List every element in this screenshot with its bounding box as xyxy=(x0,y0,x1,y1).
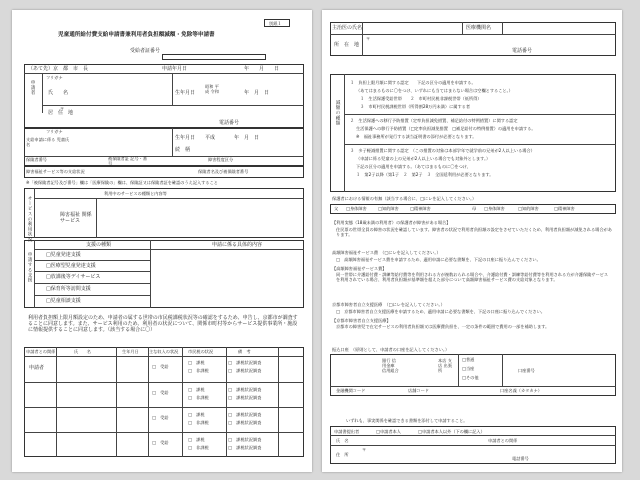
submitter-address-label: 住 所 xyxy=(336,452,349,457)
col-name: 氏 名 xyxy=(74,349,91,354)
col-birth: 生年月日 xyxy=(122,349,139,354)
attachment-tag xyxy=(264,19,290,27)
income-status-4[interactable]: □ 受給 xyxy=(152,440,169,445)
hospital-zip-mark: 〒 xyxy=(366,36,371,41)
support-kind-4[interactable]: □保育所等訪問支援 xyxy=(46,286,91,292)
mother-mental[interactable]: □精神障害 xyxy=(554,206,575,211)
name-label: 氏 名 xyxy=(48,90,69,96)
kyoto-support-option[interactable]: □ 京都市障害者自立支援医療を申請するため、適用申請に必要な書類を、下記の口座に振り込んでください。 xyxy=(336,309,545,314)
father-label: 父 xyxy=(334,206,339,211)
income-status-2[interactable]: □ 受給 xyxy=(152,390,169,395)
child-block xyxy=(24,128,304,166)
submitter-self[interactable]: □申請者本人 xyxy=(376,429,401,434)
bank-code-label: 金融機関コード xyxy=(336,388,366,393)
col-notes: 備 考 xyxy=(238,349,251,354)
submitter-phone-label: 電話番号 xyxy=(512,456,529,461)
applicant-label: 申請者 xyxy=(30,80,35,96)
tax-nontaxable-2[interactable]: □ 非課税 xyxy=(188,395,209,400)
account-number-label: 口座番号 xyxy=(518,368,535,373)
tax-survey-2b[interactable]: □ 課税状況調査 xyxy=(228,395,262,400)
support-kind-5[interactable]: □児童相談支援 xyxy=(46,298,81,304)
submitter-label: 申請書提出者 xyxy=(334,429,360,434)
high-cost-option[interactable]: □ 高額障害福祉サービス費を申請するため、適用申請に必要な書類を、下記の口座に振り込んでください。 xyxy=(336,257,541,262)
child-furigana-label: フリガナ xyxy=(46,129,63,134)
father-mental[interactable]: □精神障害 xyxy=(410,206,431,211)
high-cost-body: 同一世帯に介護給付費・訓練等給付費等を利用される方が複数おられる場合や、介護給付費・訓練等給付費等を利用される方が介護保険サービスを利用されている場合、利用者負担額が基準額を超えた部分について高額障害福祉サービス費の支給対象となります。 xyxy=(336,272,609,282)
birth-era-options: 昭和 平成 令和 xyxy=(205,84,219,94)
account-type-current[interactable]: □当座 xyxy=(462,366,475,371)
reduction-item-3-opts[interactable]: １ 第2子以降（第1子 ２ 第2子 ３ 全国延利用が必要となります。 xyxy=(356,172,494,177)
income-status-1[interactable]: □ 受給 xyxy=(152,364,169,369)
submitter-other[interactable]: □申請者本人以外（下の欄に記入） xyxy=(418,429,485,434)
high-cost-title: 高額障害福祉サービス費 （□にレを記入してください。） xyxy=(332,250,441,255)
tax-survey-1a[interactable]: □ 課税状況調査 xyxy=(228,360,262,365)
tax-nontaxable-3[interactable]: □ 非課税 xyxy=(188,420,209,425)
mother-label: 母 xyxy=(472,206,477,211)
bank-account-heading: 振込口座 （原則として、申請者の口座を記入してください。） xyxy=(332,347,450,352)
relation-label: 続 柄 xyxy=(175,147,191,153)
birth-label: 生年月日 xyxy=(175,90,196,96)
tax-taxable-1[interactable]: □ 課税 xyxy=(188,360,205,365)
child-name-label: 支給申請に係る 児童氏名 xyxy=(26,137,70,147)
bank-type-label: 銀行 信用金庫 信用組合 xyxy=(382,358,399,373)
zip-mark: 〒 xyxy=(60,106,65,111)
account-type-other[interactable]: □その他 xyxy=(462,375,479,380)
welfare-service-label: 障害福祉 関係サービス xyxy=(60,212,92,224)
form-page-right xyxy=(322,10,622,472)
branch-type-label: 本店 支店 出張所 xyxy=(438,358,452,373)
reduction-item-1-note: （あてはまるものに〇をつけ、いずれにも当てはまらない場合は空欄とすること。） xyxy=(356,88,513,93)
attachment-tag-text: 別紙１ xyxy=(269,21,282,26)
hospital-name-label: 医療機関名 xyxy=(466,25,492,31)
phone-label: 電話番号 xyxy=(219,120,240,126)
doctor-name-label: 主治医の氏名 xyxy=(332,25,363,31)
submitter-zip-mark: 〒 xyxy=(362,447,367,452)
tax-survey-4a[interactable]: □ 課税状況調査 xyxy=(228,437,262,442)
account-holder-label: 口座名義（カタカナ） xyxy=(500,388,542,393)
support-kind-header: 支援の種類 xyxy=(86,242,112,248)
tax-taxable-4[interactable]: □ 課税 xyxy=(188,437,205,442)
tax-nontaxable-4[interactable]: □ 非課税 xyxy=(188,445,209,450)
submitter-relation-label: 申請者との関係 xyxy=(488,438,518,443)
tax-survey-1b[interactable]: □ 課税状況調査 xyxy=(228,368,262,373)
reduction-item-3[interactable]: ３ 多子軽減措置に関する認定 （この措置の対象は本部学年で就学前の兄弟が2人以上いる場合） xyxy=(350,148,535,153)
reduction-item-1-opt1[interactable]: １ 生活保護受給世帯 ２ 市町村民税非課税世帯（低所得） xyxy=(360,96,482,101)
kyoto-support-title: 京都市障害者自立支援医療 （□にレを記入してください。） xyxy=(332,302,445,307)
prefecture-addressee: （あて先）京 都 市 長 xyxy=(28,66,89,72)
mother-physical[interactable]: □身体障害 xyxy=(484,206,505,211)
reduction-item-3-note: （申請に係る児童の上の兄弟が2人以上いる場合でも対象外とします。） xyxy=(356,156,491,161)
kyoto-support-heading: 【京都市障害者自立支援医療】 xyxy=(332,318,391,323)
application-date-value: 年 月 日 xyxy=(244,66,280,72)
usage-section-title: 【利用実態（18歳未満の利用者）の保護者が障害がある場合】 xyxy=(332,220,451,225)
service-status-label: 障害福祉サービス等の支給状況 xyxy=(26,169,85,174)
disability-level-label: 障害程度区分 xyxy=(208,157,234,162)
reduction-item-3-apply: 下記の区分の適用を申請する。（あてはまるものに〇をつけ、 xyxy=(356,164,471,169)
consent-paragraph: 利用者負担額上限月額設定のため、申請者の属する世帯の市民税課税状況等の確認をするため、申告し、京都市が調査することに同意します。また、サービス利用のため、利用者の状況について、関係市町村等からサービス提供事業所・施設に情報提供することに同意します。（該当する場合に〇） xyxy=(28,315,298,333)
tax-nontaxable-1[interactable]: □ 非課税 xyxy=(188,368,209,373)
insurer-name-label: 保険者名及び被保険者番号 xyxy=(198,169,249,174)
application-date-label: 申請年月日 xyxy=(162,66,188,72)
support-kind-1[interactable]: □児童発達支援 xyxy=(46,252,81,258)
father-physical[interactable]: □身体障害 xyxy=(346,206,367,211)
service-usage-side-label: サービスの利用状況 xyxy=(27,196,32,242)
attach-documents-note: いずれも、事実関係を確認できる書類を添付して申請すること。 xyxy=(346,418,468,423)
form-title: 児童通所給付費支給申請書兼利用者負担額減額・免除等申請書 xyxy=(58,32,215,38)
guardian-disability-note: 保護者における情報の有無（該当する場合に、□にレを記入してください。） xyxy=(332,196,477,201)
tax-survey-3b[interactable]: □ 課税状況調査 xyxy=(228,420,262,425)
father-intellectual[interactable]: □知的障害 xyxy=(378,206,399,211)
address-label: 居 住 地 xyxy=(48,110,74,116)
submitter-name-label: 氏 名 xyxy=(336,438,349,443)
reduction-item-2[interactable]: ２ 生活保護への移行予防措置（定率負担減免措置、補足給付の特例措置）に関する認定 xyxy=(350,118,518,123)
col-tax: 市民税の状況 xyxy=(188,349,214,354)
insurance-note: ※「被保険者記号及び番号」欄は「医療保険の」欄は、保険証又は保険者証を確認のうえ記入すること xyxy=(26,180,218,185)
insurer-number-label: 保険者番号 xyxy=(26,157,47,162)
apply-support-side-label: 申請する支援 xyxy=(27,252,32,283)
row-applicant: 申請者 xyxy=(29,365,45,371)
tax-survey-2a[interactable]: □ 課税状況調査 xyxy=(228,387,262,392)
child-birth-label: 生年月日 xyxy=(175,135,196,141)
income-status-3[interactable]: □ 受給 xyxy=(152,415,169,420)
birth-date-value: 年 月 日 xyxy=(244,90,270,96)
high-cost-heading: 【高額障害福祉サービス費】 xyxy=(332,266,387,271)
insurance-card-label: 被保険者証 記号・番号 xyxy=(108,156,148,166)
tax-taxable-2[interactable]: □ 課税 xyxy=(188,387,205,392)
reduction-side-label: 減額の種類 xyxy=(335,100,340,126)
reduction-item-1[interactable]: １ 負担上限月額に関する認定 下記の区分の適用を申請する。 xyxy=(350,80,476,85)
recipient-number-label: 受給者証番号 xyxy=(130,48,161,54)
support-kind-3[interactable]: □放課後等デイサービス xyxy=(46,274,101,280)
hospital-address-label: 所 在 地 xyxy=(334,42,360,48)
tax-survey-4b[interactable]: □ 課税状況調査 xyxy=(228,445,262,450)
usage-section-body: 住民票の世帯全員の障害の状況を確認しています。障害者の状況で利用者負担額の設定をさせていただくため、利用者負担額が減免される場合があります。 xyxy=(336,227,612,237)
child-birth-date: 年 月 日 xyxy=(234,135,260,141)
tax-survey-3a[interactable]: □ 課税状況調査 xyxy=(228,412,262,417)
tax-taxable-3[interactable]: □ 課税 xyxy=(188,412,205,417)
reduction-item-2-note: ※ 福祉事務所が発行する該当証明書の添付が必要となります。 xyxy=(356,134,477,139)
support-kind-2[interactable]: □医療型児童発達支援 xyxy=(46,263,96,269)
kyoto-support-body: 京都市の障害児で在宅サービスの利用者負担額又は医療費負担を、一定の条件の範囲で費用の一部を補助します。 xyxy=(336,324,550,329)
service-usage-header: 利用中のサービスの種類と内容等 xyxy=(104,191,167,196)
furigana-label: フリガナ xyxy=(46,75,63,80)
mother-intellectual[interactable]: □知的障害 xyxy=(518,206,539,211)
reduction-item-1-opt2[interactable]: ３ 市町村民税課税世帯（所得割28万円未満）に属する者 xyxy=(360,104,471,109)
child-birth-era: 平成 xyxy=(205,135,216,141)
form-page-left xyxy=(12,10,312,472)
col-relation: 申請者との関係 xyxy=(26,349,56,354)
support-content-header: 申請に係る具体的内容 xyxy=(212,242,263,248)
recipient-number-boxes xyxy=(162,54,266,60)
col-income: 主な収入の状況 xyxy=(149,349,179,354)
hospital-phone-label: 電話番号 xyxy=(512,48,533,54)
branch-code-label: 店舗コード xyxy=(408,388,429,393)
account-type-normal[interactable]: □普通 xyxy=(462,357,475,362)
reduction-item-2-detail: 生活保護への移行予防措置（□定率負担減免措置 □補足給付の特例措置）の適用を申請する。 xyxy=(356,126,536,131)
